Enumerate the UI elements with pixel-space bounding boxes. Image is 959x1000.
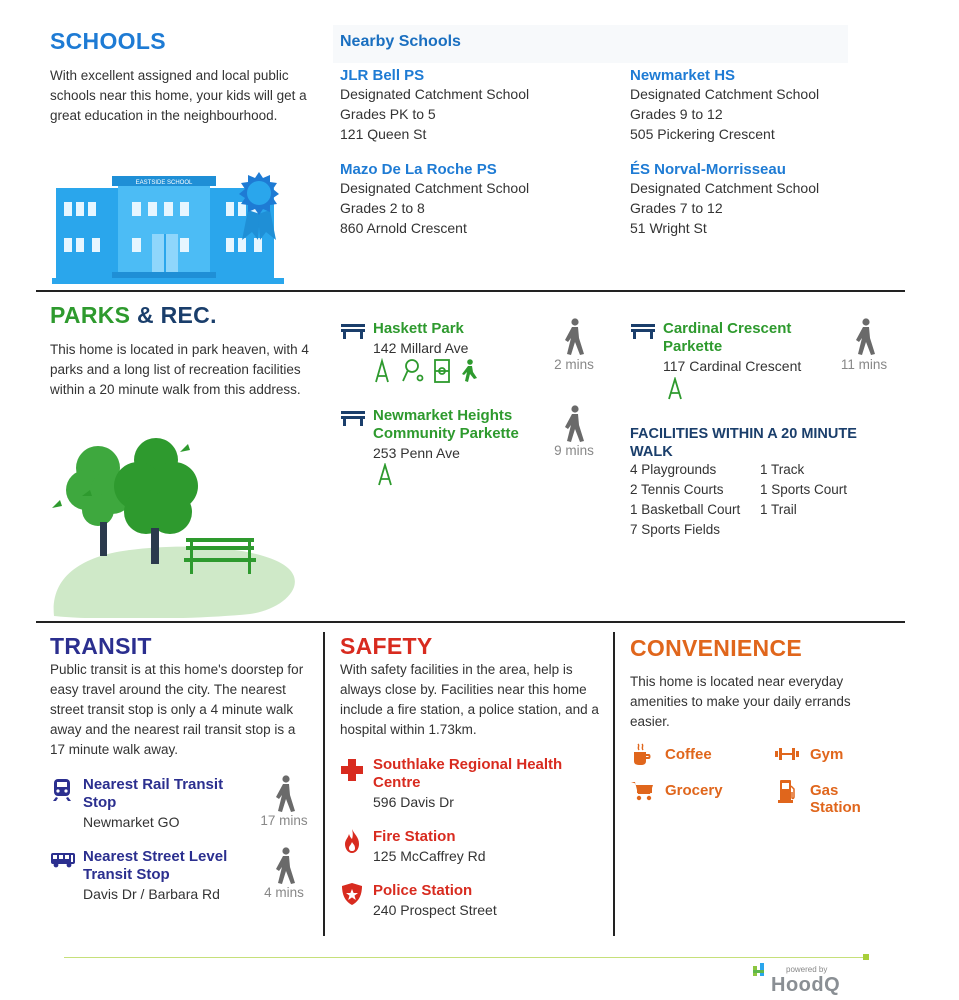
- schools-title: SCHOOLS: [50, 28, 166, 54]
- school-name[interactable]: JLR Bell PS: [340, 67, 425, 84]
- sports-field-icon: [435, 360, 449, 382]
- safety-item[interactable]: [373, 756, 598, 812]
- walk-time: 11 mins: [840, 357, 888, 372]
- walk-time: 9 mins: [554, 443, 594, 458]
- facility-item: 1 Sports Court: [760, 482, 848, 497]
- park-address: 117 Cardinal Crescent: [663, 358, 802, 374]
- hospital-cross-icon: [340, 758, 364, 782]
- park-name[interactable]: Newmarket Heights Community Parkette: [373, 407, 519, 442]
- school-card: [340, 161, 529, 238]
- nearby-schools-heading: Nearby Schools: [340, 33, 461, 50]
- playground-icon: [376, 361, 388, 382]
- hoodq-brand[interactable]: HoodQ: [771, 974, 841, 996]
- park-item[interactable]: [373, 407, 543, 463]
- hoodq-logo-icon: [752, 962, 770, 978]
- gas-pump-icon: [778, 778, 796, 804]
- walk-time: 17 mins: [260, 813, 308, 828]
- bench-icon: [340, 322, 366, 340]
- convenience-description: This home is located near everyday amenities to make your daily errands easier.: [630, 674, 851, 729]
- walking-person-icon: [563, 405, 585, 443]
- school-address: 505 Pickering Crescent: [630, 126, 775, 142]
- facilities-list-left: [630, 460, 740, 540]
- footer-rule-end: [863, 954, 869, 960]
- convenience-item-gas-station[interactable]: Gas Station: [810, 782, 861, 816]
- school-type: Designated Catchment School: [340, 180, 530, 196]
- school-card: [630, 67, 819, 144]
- school-grades: Grades 2 to 8: [340, 200, 425, 216]
- school-sign: EASTSIDE SCHOOL: [135, 180, 193, 186]
- school-address: 860 Arnold Crescent: [340, 220, 467, 236]
- safety-title: SAFETY: [340, 633, 433, 659]
- safety-address: 596 Davis Dr: [373, 794, 454, 810]
- playground-icon: [376, 463, 396, 487]
- track-icon: [462, 359, 477, 382]
- school-grades: Grades 9 to 12: [630, 106, 723, 122]
- award-ribbon-icon: [232, 170, 286, 242]
- powered-by-label: powered by: [786, 965, 828, 974]
- park-illustration: [50, 438, 300, 618]
- safety-name[interactable]: Police Station: [373, 882, 473, 899]
- school-name[interactable]: Mazo De La Roche PS: [340, 161, 497, 178]
- parks-title-main: PARKS: [50, 302, 131, 328]
- facility-item: 4 Playgrounds: [630, 462, 717, 477]
- school-type: Designated Catchment School: [630, 180, 820, 196]
- train-icon: [52, 778, 72, 802]
- transit-place: Davis Dr / Barbara Rd: [83, 886, 220, 902]
- coffee-icon: [632, 742, 652, 766]
- section-divider: [36, 621, 905, 623]
- safety-name[interactable]: Southlake Regional Health Centre: [373, 756, 563, 791]
- parks-description: This home is located in park heaven, with 4 parks and a long list of recreation facilities within a 20 minute walk from this address.: [50, 342, 309, 397]
- parks-title-rec: & REC.: [130, 302, 217, 328]
- school-card: [630, 161, 819, 238]
- walk-time: 4 mins: [264, 885, 304, 900]
- footer-rule: [64, 957, 866, 958]
- facility-item: 2 Tennis Courts: [630, 482, 724, 497]
- walking-person-icon: [854, 318, 876, 356]
- bus-icon: [50, 852, 76, 868]
- transit-item[interactable]: [83, 776, 248, 832]
- facilities-list-right: [760, 460, 847, 520]
- bench-icon: [340, 409, 366, 427]
- park-name[interactable]: Cardinal Crescent Parkette: [663, 320, 792, 355]
- facilities-heading: FACILITIES WITHIN A 20 MINUTE WALK: [630, 426, 857, 460]
- safety-item[interactable]: [373, 828, 598, 866]
- fire-icon: [344, 828, 360, 854]
- column-divider: [613, 632, 615, 936]
- park-address: 142 Millard Ave: [373, 340, 469, 356]
- walking-person-icon: [274, 847, 296, 885]
- transit-title: TRANSIT: [50, 633, 152, 659]
- park-address: 253 Penn Ave: [373, 445, 460, 461]
- transit-name[interactable]: Nearest Rail Transit Stop: [83, 776, 224, 811]
- police-badge-icon: [341, 882, 363, 906]
- park-amenities: [373, 358, 483, 384]
- school-address: 121 Queen St: [340, 126, 427, 142]
- safety-address: 240 Prospect Street: [373, 902, 497, 918]
- column-divider: [323, 632, 325, 936]
- school-name[interactable]: ÉS Norval-Morrisseau: [630, 161, 786, 178]
- school-address: 51 Wright St: [630, 220, 707, 236]
- transit-place: Newmarket GO: [83, 814, 180, 830]
- park-name[interactable]: Haskett Park: [373, 320, 464, 337]
- parks-title: [50, 302, 217, 329]
- school-name[interactable]: Newmarket HS: [630, 67, 736, 84]
- transit-name[interactable]: Nearest Street Level Transit Stop: [83, 848, 228, 883]
- bench-icon: [630, 322, 656, 340]
- schools-description: With excellent assigned and local public schools near this home, your kids will get a great education in the neighbourhood.: [50, 68, 307, 123]
- walking-person-icon: [274, 775, 296, 813]
- safety-description: With safety facilities in the area, help is always close by. Facilities near this home include a fire station, a police station, and a hospital within 1.73km.: [340, 662, 599, 737]
- safety-name[interactable]: Fire Station: [373, 828, 456, 845]
- park-item[interactable]: [663, 320, 833, 376]
- facility-item: 1 Basketball Court: [630, 502, 741, 517]
- tennis-icon: [403, 360, 423, 381]
- facility-item: 1 Track: [760, 462, 805, 477]
- convenience-item-grocery[interactable]: Grocery: [665, 782, 723, 799]
- section-divider: [36, 290, 905, 292]
- grocery-cart-icon: [630, 780, 654, 802]
- park-item[interactable]: [373, 320, 543, 358]
- facility-item: 7 Sports Fields: [630, 522, 721, 537]
- walk-time: 2 mins: [554, 357, 594, 372]
- convenience-item-coffee[interactable]: Coffee: [665, 746, 712, 763]
- school-grades: Grades PK to 5: [340, 106, 436, 122]
- school-grades: Grades 7 to 12: [630, 200, 723, 216]
- school-card: [340, 67, 529, 144]
- transit-description: Public transit is at this home's doorstep for easy travel around the city. The nearest street transit stop is only a 4 minute walk away and the nearest rail transit stop is a 17 minute walk away.: [50, 662, 304, 757]
- gym-dumbbell-icon: [774, 746, 800, 762]
- school-type: Designated Catchment School: [630, 86, 820, 102]
- playground-icon: [666, 377, 686, 401]
- facility-item: 1 Trail: [760, 502, 797, 517]
- safety-item[interactable]: [373, 882, 598, 920]
- transit-item[interactable]: [83, 848, 248, 904]
- convenience-title: CONVENIENCE: [630, 635, 802, 661]
- safety-address: 125 McCaffrey Rd: [373, 848, 486, 864]
- walking-person-icon: [563, 318, 585, 356]
- convenience-item-gym[interactable]: Gym: [810, 746, 844, 763]
- school-type: Designated Catchment School: [340, 86, 530, 102]
